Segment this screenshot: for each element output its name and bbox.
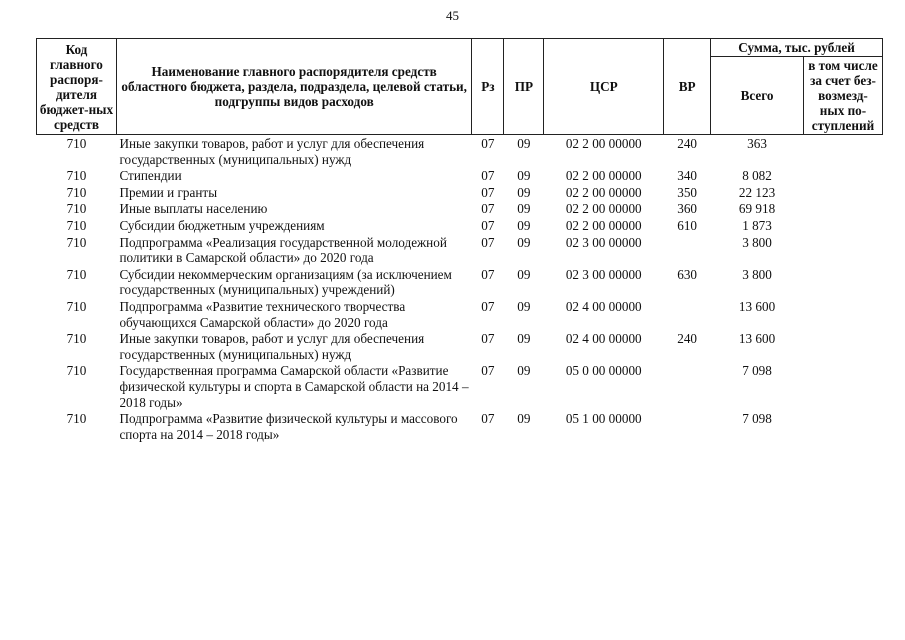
cell-csr: 05 1 00 00000 <box>565 411 642 427</box>
cell-total: 3 800 <box>742 266 772 282</box>
cell-vr: 630 <box>677 266 697 282</box>
header-vr: ВР <box>664 39 711 135</box>
cell-pr: 09 <box>517 234 531 250</box>
cell-free <box>803 410 882 442</box>
cell-code: 710 <box>66 411 87 427</box>
cell-csr: 02 4 00 00000 <box>565 298 642 314</box>
cell-pr: 09 <box>517 411 531 427</box>
cell-vr <box>664 298 711 330</box>
cell-vr: 350 <box>677 184 697 200</box>
cell-csr: 02 4 00 00000 <box>565 331 642 347</box>
table-row <box>37 266 883 298</box>
cell-code: 710 <box>66 184 87 200</box>
cell-pr: 09 <box>517 201 531 217</box>
header-code: Код главного распоря-дителя бюджет-ных средств <box>37 39 117 135</box>
cell-free <box>803 135 882 168</box>
cell-rz: 07 <box>481 201 495 217</box>
cell-rz: 07 <box>481 136 495 151</box>
table-row <box>37 298 883 330</box>
table-body <box>37 135 883 443</box>
cell-rz: 07 <box>481 266 495 282</box>
header-total: Всего <box>711 57 804 135</box>
cell-name: Премии и гранты <box>119 184 218 200</box>
cell-name: Подпрограмма «Развитие физической культуры и массового спорта на 2014 – 2018 годы» <box>119 411 458 442</box>
header-sum: Сумма, тыс. рублей <box>711 39 883 57</box>
cell-total: 22 123 <box>738 184 776 200</box>
cell-total: 3 800 <box>742 234 772 250</box>
cell-name: Субсидии бюджетным учреждениям <box>119 217 325 233</box>
table-row <box>37 410 883 442</box>
cell-name: Иные закупки товаров, работ и услуг для обеспечения государственных (муниципальных) нужд <box>119 331 425 362</box>
table-row <box>37 135 883 168</box>
table-row <box>37 234 883 266</box>
cell-free <box>803 330 882 362</box>
cell-pr: 09 <box>517 298 531 314</box>
cell-total: 13 600 <box>738 331 776 347</box>
cell-code: 710 <box>66 136 87 151</box>
cell-total: 363 <box>747 136 767 151</box>
cell-csr: 02 2 00 00000 <box>565 136 642 151</box>
cell-pr: 09 <box>517 168 531 184</box>
cell-pr: 09 <box>517 217 531 233</box>
cell-name: Иные выплаты населению <box>119 201 268 217</box>
table-row <box>37 330 883 362</box>
cell-pr: 09 <box>517 136 531 151</box>
cell-code: 710 <box>66 217 87 233</box>
cell-rz: 07 <box>481 411 495 427</box>
cell-rz: 07 <box>481 234 495 250</box>
header-csr: ЦСР <box>544 39 664 135</box>
cell-vr: 240 <box>677 331 697 347</box>
cell-vr <box>664 410 711 442</box>
cell-name: Государственная программа Самарской области «Развитие физической культуры и спорта в Самарской области на 2014 – 2018 годы» <box>119 363 469 410</box>
cell-free <box>803 362 882 410</box>
header-name: Наименование главного распорядителя средств областного бюджета, раздела, подраздела, целевой статьи, подгруппы видов расходов <box>116 39 471 135</box>
cell-code: 710 <box>66 201 87 217</box>
cell-vr: 340 <box>677 168 697 184</box>
header-free: в том числе за счет без-возмезд-ных по-ступлений <box>803 57 882 135</box>
cell-csr: 02 2 00 00000 <box>565 217 642 233</box>
table-row <box>37 362 883 410</box>
cell-rz: 07 <box>481 298 495 314</box>
cell-code: 710 <box>66 234 87 250</box>
cell-rz: 07 <box>481 363 495 379</box>
cell-code: 710 <box>66 331 87 347</box>
header-pr: ПР <box>504 39 544 135</box>
cell-free <box>803 167 882 184</box>
cell-vr <box>664 362 711 410</box>
cell-csr: 02 3 00 00000 <box>565 234 642 250</box>
table-row <box>37 184 883 201</box>
cell-free <box>803 200 882 217</box>
cell-csr: 02 2 00 00000 <box>565 201 642 217</box>
table-row <box>37 200 883 217</box>
cell-name: Стипендии <box>119 168 182 184</box>
cell-pr: 09 <box>517 363 531 379</box>
cell-free <box>803 184 882 201</box>
cell-csr: 02 2 00 00000 <box>565 168 642 184</box>
cell-csr: 02 2 00 00000 <box>565 184 642 200</box>
cell-rz: 07 <box>481 331 495 347</box>
page-number: 45 <box>446 8 459 23</box>
cell-total: 7 098 <box>742 363 772 379</box>
cell-total: 13 600 <box>738 298 776 314</box>
header-rz: Рз <box>472 39 504 135</box>
cell-code: 710 <box>66 168 87 184</box>
cell-code: 710 <box>66 363 87 379</box>
cell-code: 710 <box>66 266 87 282</box>
table-header <box>37 39 883 135</box>
cell-free <box>803 234 882 266</box>
cell-code: 710 <box>66 298 87 314</box>
cell-name: Подпрограмма «Развитие технического творчества обучающихся Самарской области» до 2020 года <box>119 298 406 330</box>
cell-pr: 09 <box>517 331 531 347</box>
cell-total: 7 098 <box>742 411 772 427</box>
table-row <box>37 167 883 184</box>
cell-vr: 610 <box>677 217 697 233</box>
cell-rz: 07 <box>481 168 495 184</box>
cell-total: 1 873 <box>742 217 772 233</box>
cell-rz: 07 <box>481 184 495 200</box>
cell-total: 69 918 <box>738 201 776 217</box>
cell-name: Подпрограмма «Реализация государственной молодежной политики в Самарской области» до 2020 года <box>119 234 447 266</box>
cell-vr: 360 <box>677 201 697 217</box>
cell-csr: 05 0 00 00000 <box>565 363 642 379</box>
cell-name: Субсидии некоммерческим организациям (за исключением государственных (муниципальных) учреждений) <box>119 266 452 298</box>
cell-pr: 09 <box>517 266 531 282</box>
cell-rz: 07 <box>481 217 495 233</box>
cell-free <box>803 266 882 298</box>
cell-free <box>803 217 882 234</box>
cell-total: 8 082 <box>742 168 772 184</box>
cell-vr <box>664 234 711 266</box>
cell-pr: 09 <box>517 184 531 200</box>
cell-free <box>803 298 882 330</box>
cell-name: Иные закупки товаров, работ и услуг для обеспечения государственных (муниципальных) нужд <box>119 136 425 167</box>
budget-table <box>36 38 883 442</box>
cell-vr: 240 <box>677 136 697 151</box>
table-row <box>37 217 883 234</box>
cell-csr: 02 3 00 00000 <box>565 266 642 282</box>
